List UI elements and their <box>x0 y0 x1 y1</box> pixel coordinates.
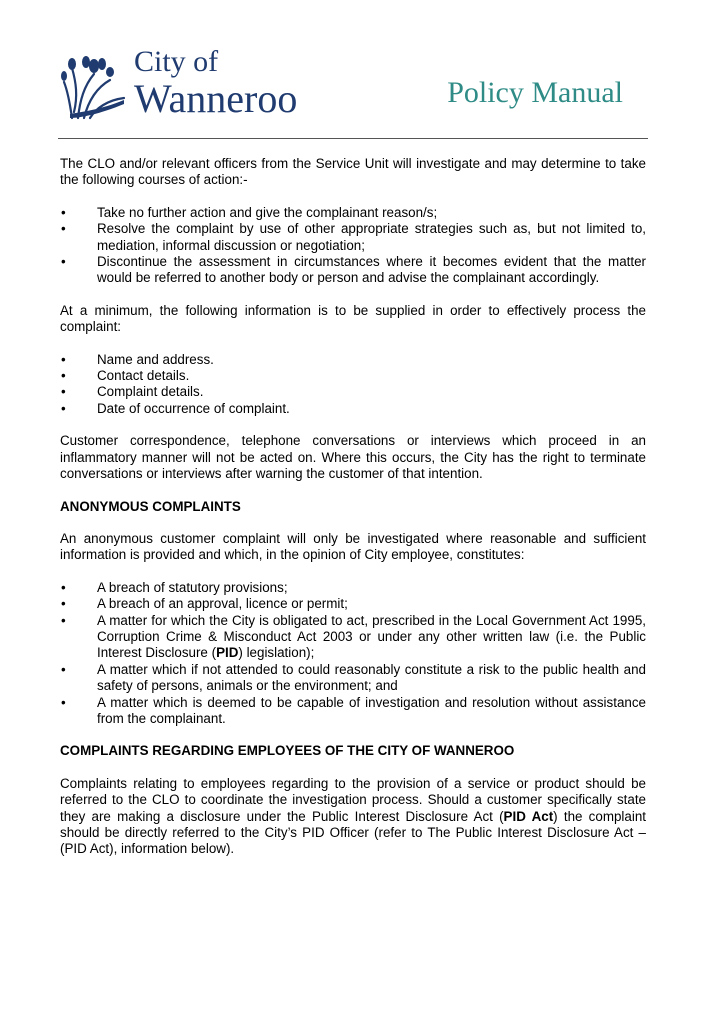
list-item: • A matter for which the City is obligated to act, prescribed in the Local Government Act 1995, Corruption Crime & Misconduct Act 2003 or under any other written law (i.e. the Public Interest Disclosure (PID) legislation); <box>61 612 646 661</box>
minimum-info-paragraph: At a minimum, the following information is to be supplied in order to effectively process the complaint: <box>60 302 646 335</box>
bullet-icon: • <box>61 596 66 612</box>
bullet-icon: • <box>61 612 66 628</box>
list-item: • Resolve the complaint by use of other appropriate strategies such as, but not limited to, mediation, informal discussion or negotiation; <box>61 221 646 253</box>
list-item: • Date of occurrence of complaint. <box>61 400 290 416</box>
list-item: • A matter which is deemed to be capable of investigation and resolution without assistance from the complainant. <box>61 694 646 726</box>
correspondence-paragraph: Customer correspondence, telephone conversations or interviews which proceed in an inflammatory manner will not be acted on. Where this occurs, the City has the right to terminate conversations or interviews after warning the customer of that intention. <box>60 433 646 482</box>
list-item: • Name and address. <box>61 351 214 367</box>
employee-complaints-paragraph: Complaints relating to employees regarding to the provision of a service or product should be referred to the CLO to coordinate the investigation process. Should a customer specifically state they are making a disclosure under the Public Interest Disclosure Act (PID Act) the complaint should be directly referred to the City’s PID Officer (refer to The Public Interest Disclosure Act – (PID Act), information below). <box>60 775 646 857</box>
bullet-icon: • <box>61 351 66 367</box>
logo-city-of: City of <box>134 45 219 78</box>
bullet-icon: • <box>61 254 66 270</box>
pid-act-bold: PID Act <box>503 808 554 824</box>
list-item: • Take no further action and give the complainant reason/s; <box>61 204 438 220</box>
kangaroo-paw-emblem-icon <box>60 52 130 122</box>
bullet-icon: • <box>61 661 66 677</box>
anonymous-intro-paragraph: An anonymous customer complaint will only be investigated where reasonable and sufficient information is provided and which, in the opinion of City employee, constitutes: <box>60 530 646 563</box>
anonymous-complaints-heading: ANONYMOUS COMPLAINTS <box>60 498 241 514</box>
page-header <box>0 0 705 140</box>
info-list <box>60 352 646 418</box>
list-item: • Contact details. <box>61 368 190 384</box>
bullet-icon: • <box>61 400 66 416</box>
intro-paragraph: The CLO and/or relevant officers from the Service Unit will investigate and may determine to take the following courses of action:- <box>60 156 646 188</box>
anonymous-criteria-list <box>60 580 646 728</box>
policy-manual-title: Policy Manual <box>447 76 623 109</box>
pid-bold: PID <box>216 645 239 661</box>
logo-wanneroo: Wanneroo <box>134 76 298 121</box>
bullet-icon: • <box>61 204 66 220</box>
city-logo <box>60 46 330 124</box>
employee-complaints-heading: COMPLAINTS REGARDING EMPLOYEES OF THE CITY OF WANNEROO <box>60 743 515 759</box>
document-body <box>60 156 646 874</box>
actions-list <box>60 205 646 287</box>
bullet-icon: • <box>61 384 66 400</box>
bullet-icon: • <box>61 579 66 595</box>
header-divider <box>58 138 648 139</box>
bullet-icon: • <box>61 694 66 710</box>
list-item: • A breach of statutory provisions; <box>61 579 288 595</box>
bullet-icon: • <box>61 368 66 384</box>
list-item: • A breach of an approval, licence or permit; <box>61 596 348 612</box>
list-item: • Discontinue the assessment in circumstances where it becomes evident that the matter would be referred to another body or person and advise the complainant accordingly. <box>61 254 646 286</box>
list-item: • A matter which if not attended to could reasonably constitute a risk to the public health and safety of persons, animals or the environment; and <box>61 661 646 694</box>
list-item: • Complaint details. <box>61 384 204 400</box>
bullet-icon: • <box>61 221 66 237</box>
